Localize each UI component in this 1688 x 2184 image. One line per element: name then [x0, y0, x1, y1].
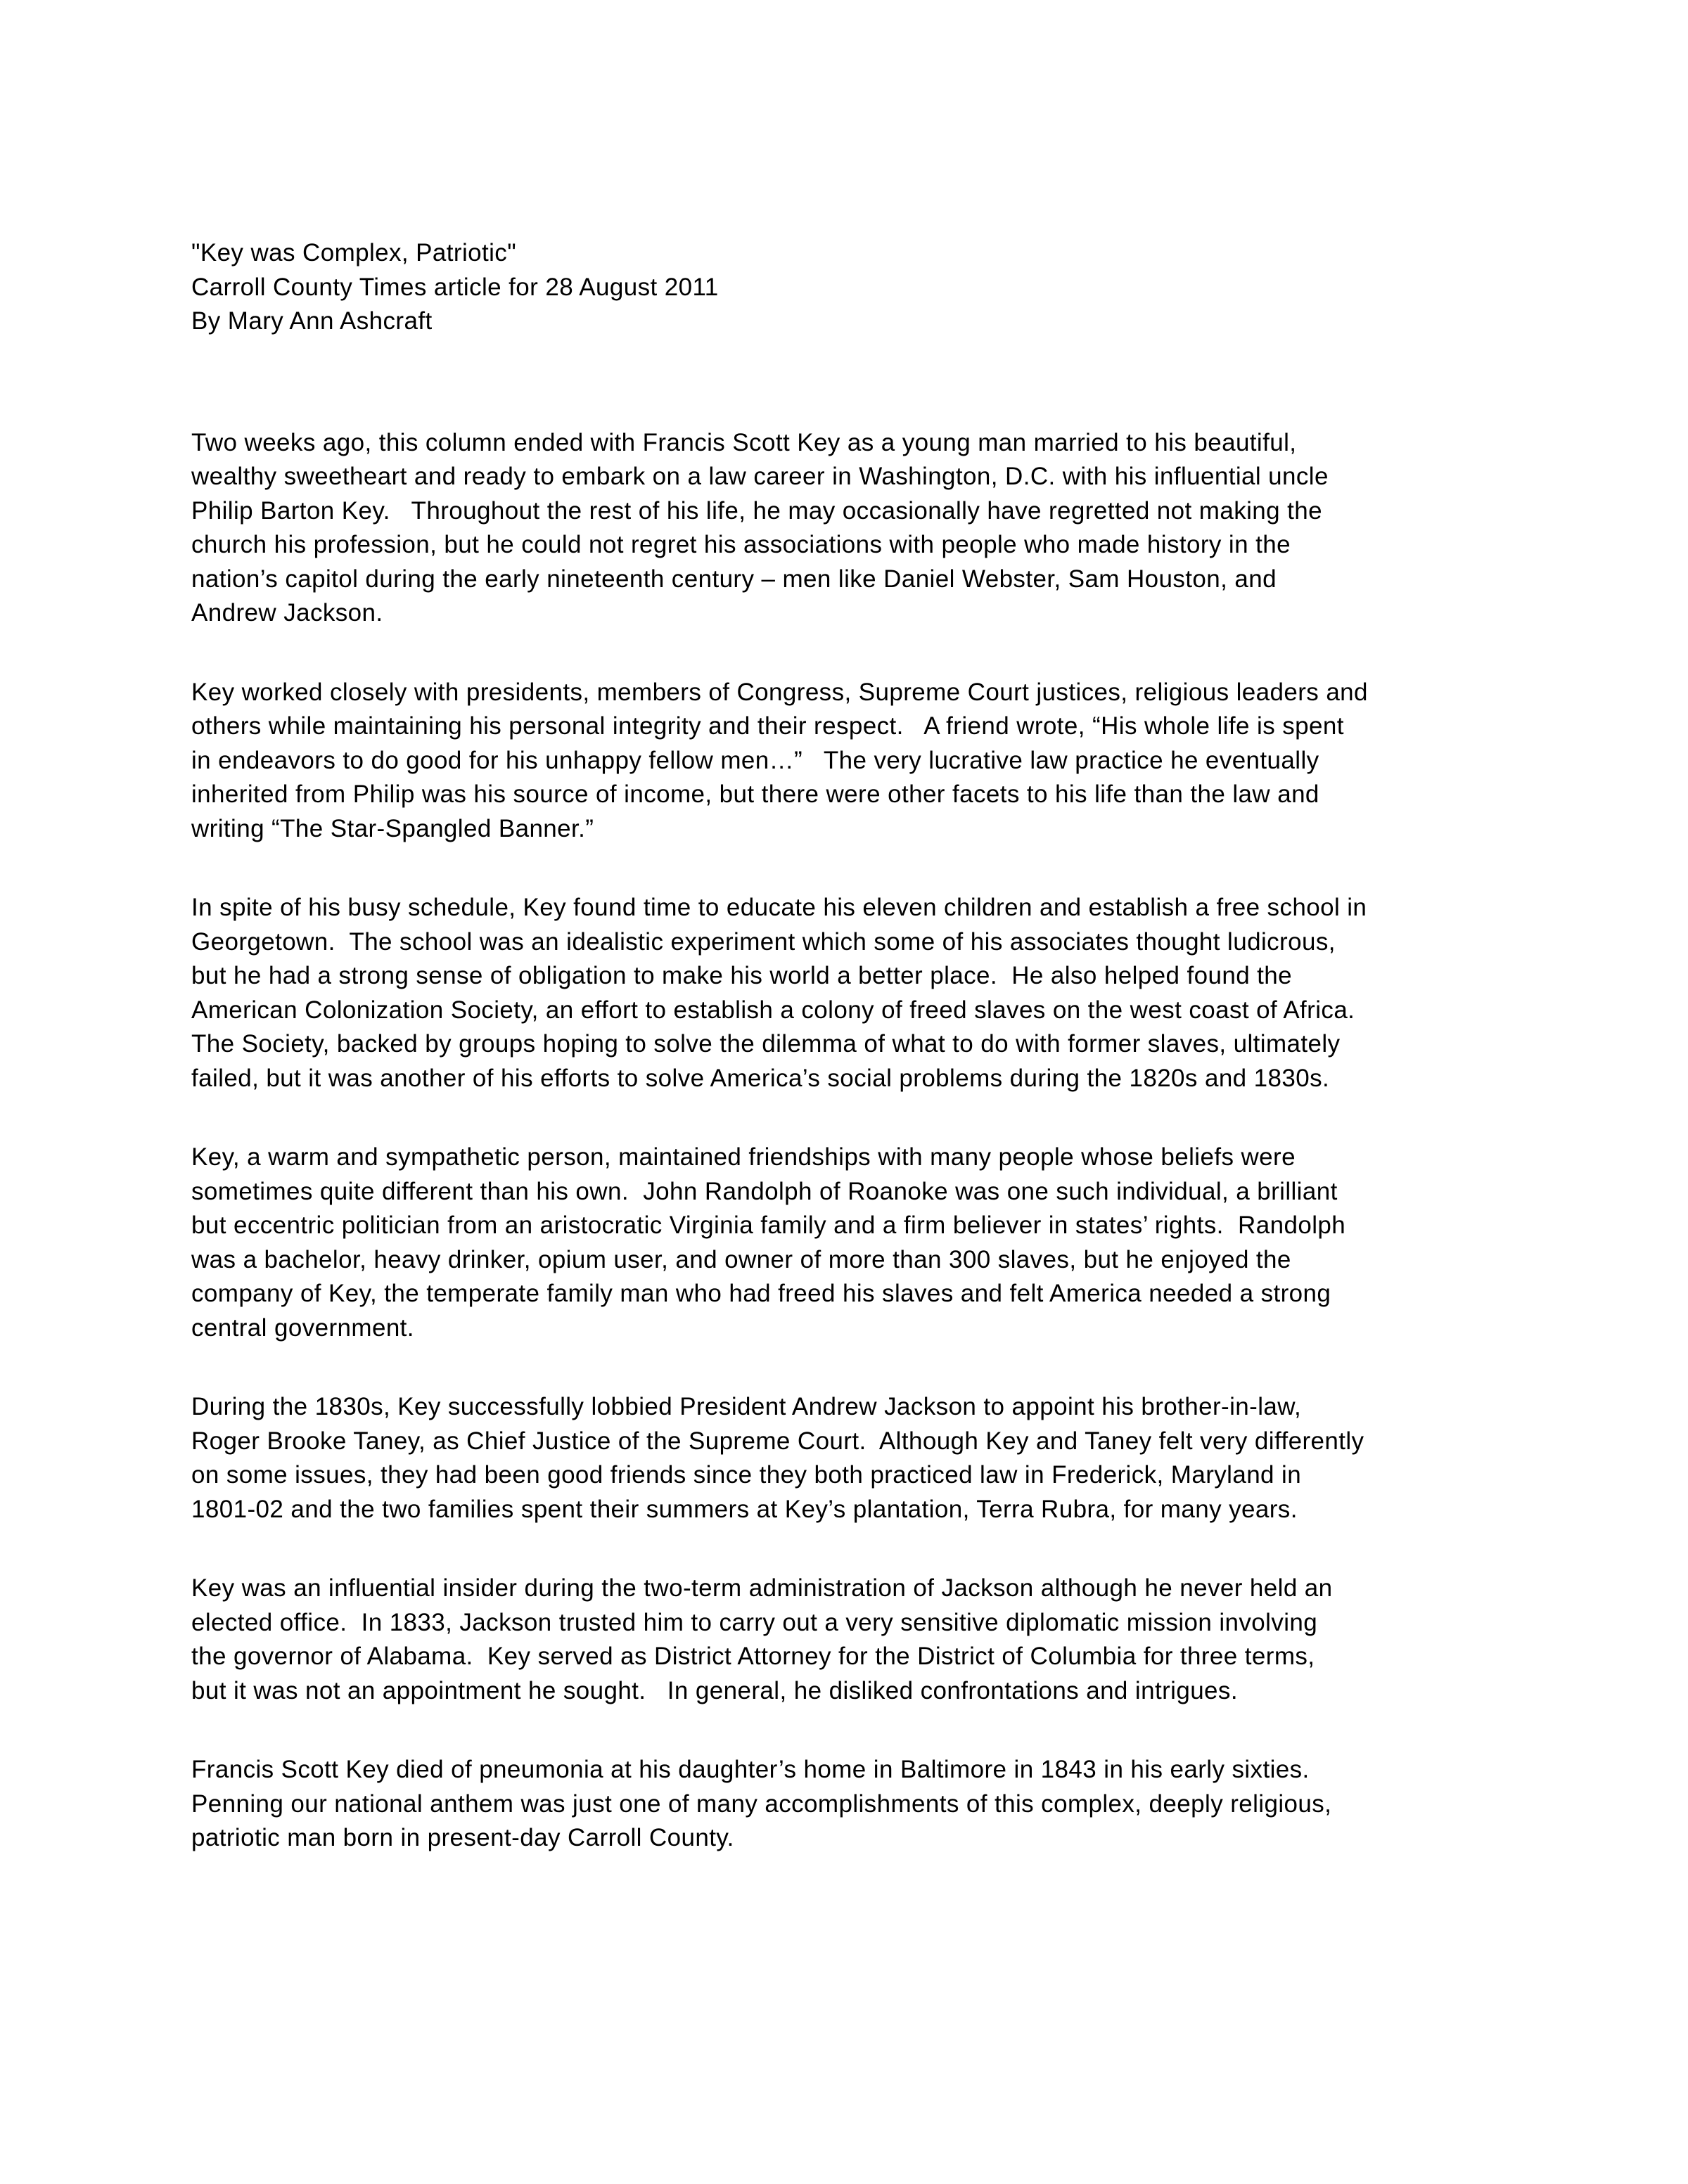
- text-line: Penning our national anthem was just one of many accomplishments of this complex, deeply religious,: [191, 1790, 1332, 1818]
- text-line: Key was an influential insider during the two-term administration of Jackson although he never held an: [191, 1574, 1333, 1602]
- article-source-line: Carroll County Times article for 28 August 2011: [191, 273, 719, 301]
- text-line: but it was not an appointment he sought. In general, he disliked confrontations and intrigues.: [191, 1676, 1238, 1704]
- text-line: company of Key, the temperate family man who had freed his slaves and felt America needed a strong: [191, 1280, 1331, 1307]
- article-header: [191, 236, 1526, 339]
- text-line: Two weeks ago, this column ended with Francis Scott Key as a young man married to his beautiful,: [191, 428, 1297, 456]
- text-line: During the 1830s, Key successfully lobbied President Andrew Jackson to appoint his brother-in-law,: [191, 1393, 1302, 1420]
- text-line: inherited from Philip was his source of income, but there were other facets to his life than the law and: [191, 781, 1319, 808]
- text-line: church his profession, but he could not regret his associations with people who made history in the: [191, 531, 1291, 558]
- text-line: Key worked closely with presidents, members of Congress, Supreme Court justices, religious leaders and: [191, 678, 1368, 706]
- paragraph: [191, 1753, 1526, 1856]
- text-line: Francis Scott Key died of pneumonia at his daughter’s home in Baltimore in 1843 in his early sixties.: [191, 1756, 1310, 1783]
- paragraph: [191, 891, 1526, 1096]
- article-body: [191, 426, 1526, 1856]
- paragraph: [191, 1572, 1526, 1708]
- text-line: patriotic man born in present-day Carroll County.: [191, 1824, 734, 1851]
- text-line: nation’s capitol during the early nineteenth century – men like Daniel Webster, Sam Houston, and: [191, 565, 1277, 593]
- text-line: Georgetown. The school was an idealistic experiment which some of his associates thought ludicrous,: [191, 927, 1336, 956]
- text-line: American Colonization Society, an effort to establish a colony of freed slaves on the west coast of Africa.: [191, 996, 1355, 1024]
- text-line: wealthy sweetheart and ready to embark on a law career in Washington, D.C. with his influential uncle: [191, 463, 1329, 490]
- text-line: others while maintaining his personal integrity and their respect. A friend wrote, “His whole life is spent: [191, 712, 1344, 740]
- paragraph: [191, 676, 1526, 847]
- text-line: elected office. In 1833, Jackson trusted him to carry out a very sensitive diplomatic mission involving: [191, 1608, 1318, 1636]
- text-line: was a bachelor, heavy drinker, opium user, and owner of more than 300 slaves, but he enjoyed the: [191, 1245, 1291, 1273]
- text-line: sometimes quite different than his own. John Randolph of Roanoke was one such individual, a brilliant: [191, 1177, 1338, 1205]
- text-line: the governor of Alabama. Key served as District Attorney for the District of Columbia for three terms,: [191, 1643, 1315, 1670]
- text-line: Roger Brooke Taney, as Chief Justice of the Supreme Court. Although Key and Taney felt very differently: [191, 1427, 1364, 1455]
- text-line: The Society, backed by groups hoping to solve the dilemma of what to do with former slaves, ultimately: [191, 1030, 1341, 1058]
- text-line: on some issues, they had been good friends since they both practiced law in Frederick, Maryland in: [191, 1461, 1302, 1489]
- text-line: but he had a strong sense of obligation to make his world a better place. He also helped found the: [191, 962, 1293, 989]
- text-line: Philip Barton Key. Throughout the rest of his life, he may occasionally have regretted not making the: [191, 496, 1322, 525]
- text-line: failed, but it was another of his efforts to solve America’s social problems during the 1820s and 1830s.: [191, 1064, 1330, 1092]
- article-byline: By Mary Ann Ashcraft: [191, 307, 433, 335]
- text-line: writing “The Star-Spangled Banner.”: [191, 814, 594, 842]
- text-line: but eccentric politician from an aristocratic Virginia family and a firm believer in states’ rights. Randolph: [191, 1212, 1346, 1239]
- text-line: In spite of his busy schedule, Key found time to educate his eleven children and establish a free school in: [191, 894, 1367, 921]
- text-line: central government.: [191, 1313, 414, 1342]
- paragraph: [191, 426, 1526, 631]
- text-line: Key, a warm and sympathetic person, maintained friendships with many people whose beliefs were: [191, 1143, 1296, 1171]
- article-title: "Key was Complex, Patriotic": [191, 239, 517, 266]
- paragraph: [191, 1141, 1526, 1345]
- paragraph: [191, 1390, 1526, 1527]
- text-line: 1801-02 and the two families spent their summers at Key’s plantation, Terra Rubra, for many years.: [191, 1495, 1298, 1523]
- text-line: in endeavors to do good for his unhappy fellow men…” The very lucrative law practice he eventually: [191, 746, 1319, 774]
- text-line: Andrew Jackson.: [191, 599, 383, 627]
